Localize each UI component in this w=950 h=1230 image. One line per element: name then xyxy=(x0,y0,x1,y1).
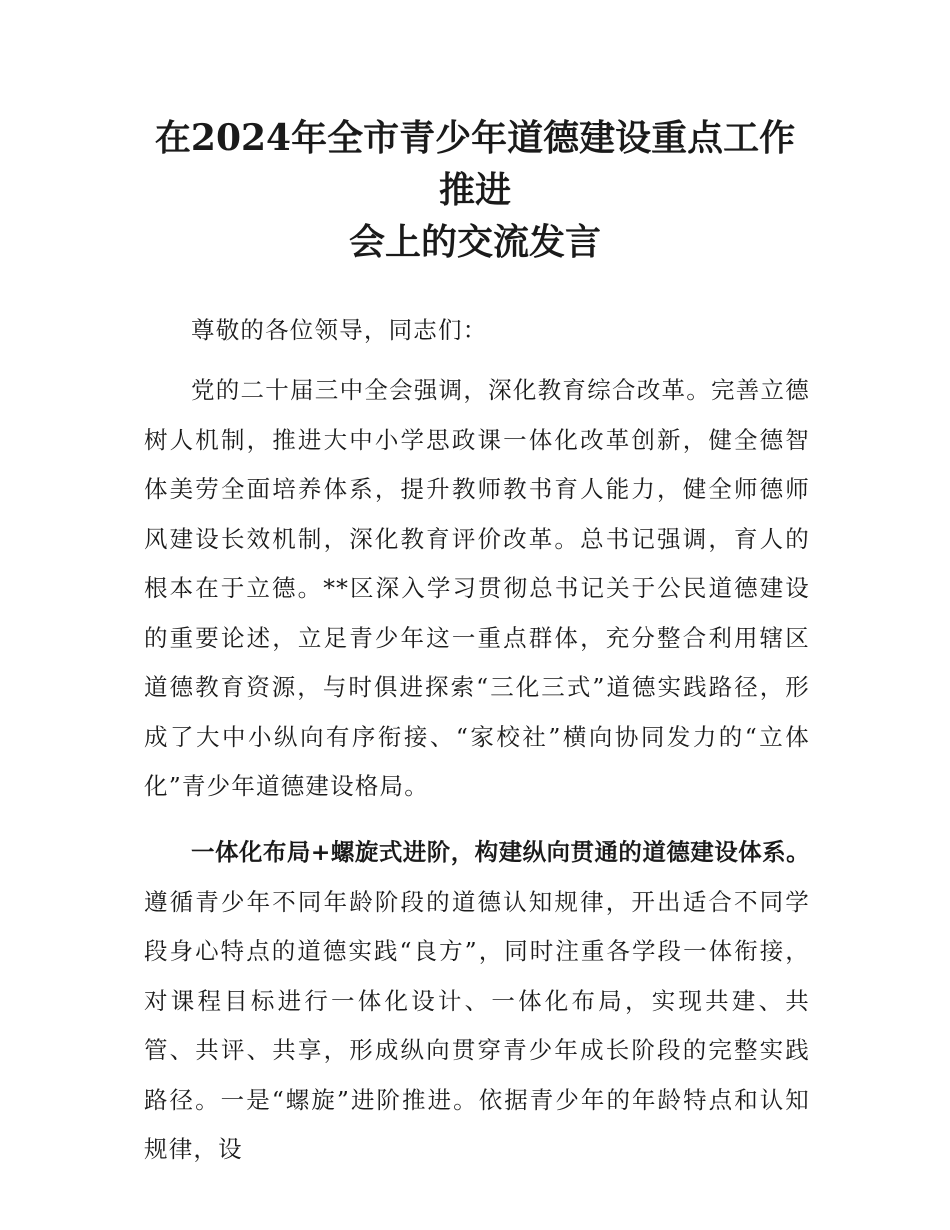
section-1-text: 遵循青少年不同年龄阶段的道德认知规律，开出适合不同学段身心特点的道德实践“良方”，同时注重各学段一体衔接，对课程目标进行一体化设计、一体化布局，实现共建、共管、共评、共享，形成纵向贯穿青少年成长阶段的完整实践路径。一是“螺旋”进阶推进。依据青少年的年龄特点和认知规律，设 xyxy=(144,887,810,1163)
title-line-2: 会上的交流发言 xyxy=(348,221,601,263)
document-title xyxy=(140,112,810,268)
greeting-block xyxy=(144,306,810,356)
paragraph-1: 党的二十届三中全会强调，深化教育综合改革。完善立德树人机制，推进大中小学思政课一体化改革创新，健全德智体美劳全面培养体系，提升教师教书育人能力，健全师德师风建设长效机制，深化教育评价改革。总书记强调，育人的根本在于立德。**区深入学习贯彻总书记关于公民道德建设的重要论述，立足青少年这一重点群体，充分整合利用辖区道德教育资源，与时俱进探索“三化三式”道德实践路径，形成了大中小纵向有序衔接、“家校社”横向协同发力的“立体化”青少年道德建设格局。 xyxy=(144,376,810,800)
paragraph-1-block xyxy=(144,366,810,812)
section-1-block xyxy=(144,828,810,1175)
section-1-paragraph xyxy=(144,828,810,1175)
title-line-1: 在2024年全市青少年道德建设重点工作推进 xyxy=(154,117,796,211)
greeting: 尊敬的各位领导，同志们： xyxy=(191,316,488,344)
section-1-heading: 一体化布局+螺旋式进阶，构建纵向贯通的道德建设体系。 xyxy=(191,838,810,866)
